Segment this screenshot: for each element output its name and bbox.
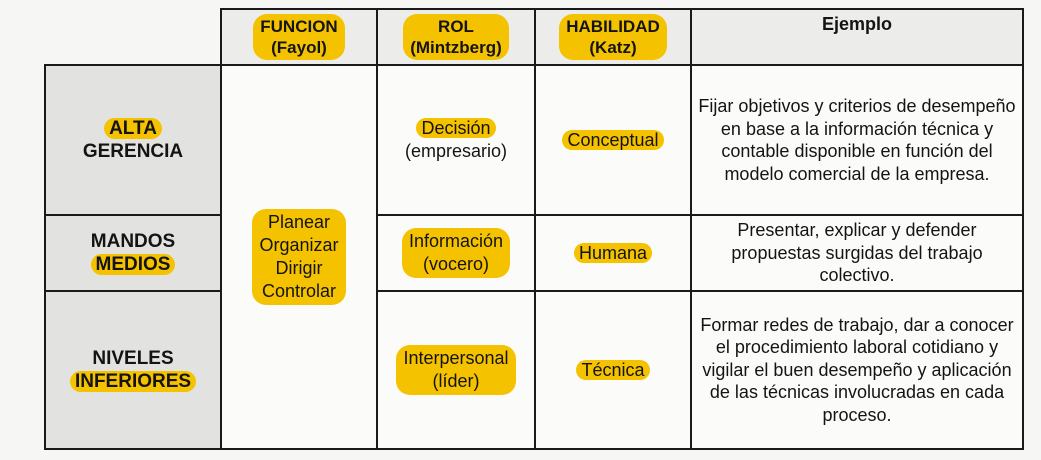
row-alta-gerencia (45, 65, 1023, 215)
funcion-cell (221, 65, 377, 449)
header-habilidad (535, 9, 691, 65)
header-rol (377, 9, 535, 65)
level-cell (45, 291, 221, 449)
level-line2: GERENCIA (82, 141, 184, 162)
header-ejemplo: Ejemplo (691, 9, 1023, 65)
funcion-item: Organizar (259, 235, 339, 255)
level-cell (45, 65, 221, 215)
level-line2: INFERIORES (70, 371, 196, 392)
ejemplo-cell: Formar redes de trabajo, dar a conocer el procedimiento laboral cotidiano y vigilar el buen desempeño y aplicación de las técnicas involucradas en cada proceso. (691, 291, 1023, 449)
rol-line1: Interpersonal (403, 348, 509, 368)
header-rol-author: (Mintzberg) (410, 38, 502, 57)
corner-cell (45, 9, 221, 65)
rol-line1: Información (408, 231, 504, 251)
header-row (45, 9, 1023, 65)
row-mandos-medios (45, 215, 1023, 291)
level-line1: MANDOS (90, 231, 176, 252)
rol-cell (377, 215, 535, 291)
ejemplo-cell: Fijar objetivos y criterios de desempeño en base a la información técnica y contable disponible en función del modelo comercial de la empresa. (691, 65, 1023, 215)
header-habilidad-author: (Katz) (589, 38, 637, 57)
funcion-highlight (252, 209, 345, 305)
rol-line2: (líder) (432, 371, 480, 391)
funcion-item: Dirigir (275, 258, 323, 278)
management-levels-table (44, 8, 1024, 450)
level-line2: MEDIOS (91, 254, 176, 275)
habilidad-cell (535, 65, 691, 215)
level-line1: ALTA (104, 118, 162, 139)
ejemplo-cell: Presentar, explicar y defender propuestas surgidas del trabajo colectivo. (691, 215, 1023, 291)
rol-line1: Decisión (416, 118, 495, 138)
habilidad-value: Conceptual (562, 130, 663, 150)
habilidad-cell (535, 291, 691, 449)
habilidad-cell (535, 215, 691, 291)
rol-cell (377, 291, 535, 449)
rol-highlight (402, 228, 510, 278)
header-habilidad-title: HABILIDAD (566, 17, 660, 36)
header-funcion-author: (Fayol) (271, 38, 327, 57)
row-niveles-inferiores (45, 291, 1023, 449)
header-funcion (221, 9, 377, 65)
rol-line2: (empresario) (404, 141, 508, 161)
rol-line2: (vocero) (422, 254, 489, 274)
header-rol-highlight (403, 14, 509, 60)
header-habilidad-highlight (559, 14, 667, 60)
level-cell (45, 215, 221, 291)
funcion-item: Controlar (261, 281, 337, 301)
level-line1: NIVELES (92, 348, 174, 369)
funcion-item: Planear (267, 212, 331, 232)
header-rol-title: ROL (438, 17, 474, 36)
rol-highlight (396, 345, 515, 395)
header-funcion-highlight (253, 14, 344, 60)
habilidad-value: Humana (574, 243, 652, 263)
habilidad-value: Técnica (576, 360, 649, 380)
header-funcion-title: FUNCION (260, 17, 338, 36)
rol-cell (377, 65, 535, 215)
